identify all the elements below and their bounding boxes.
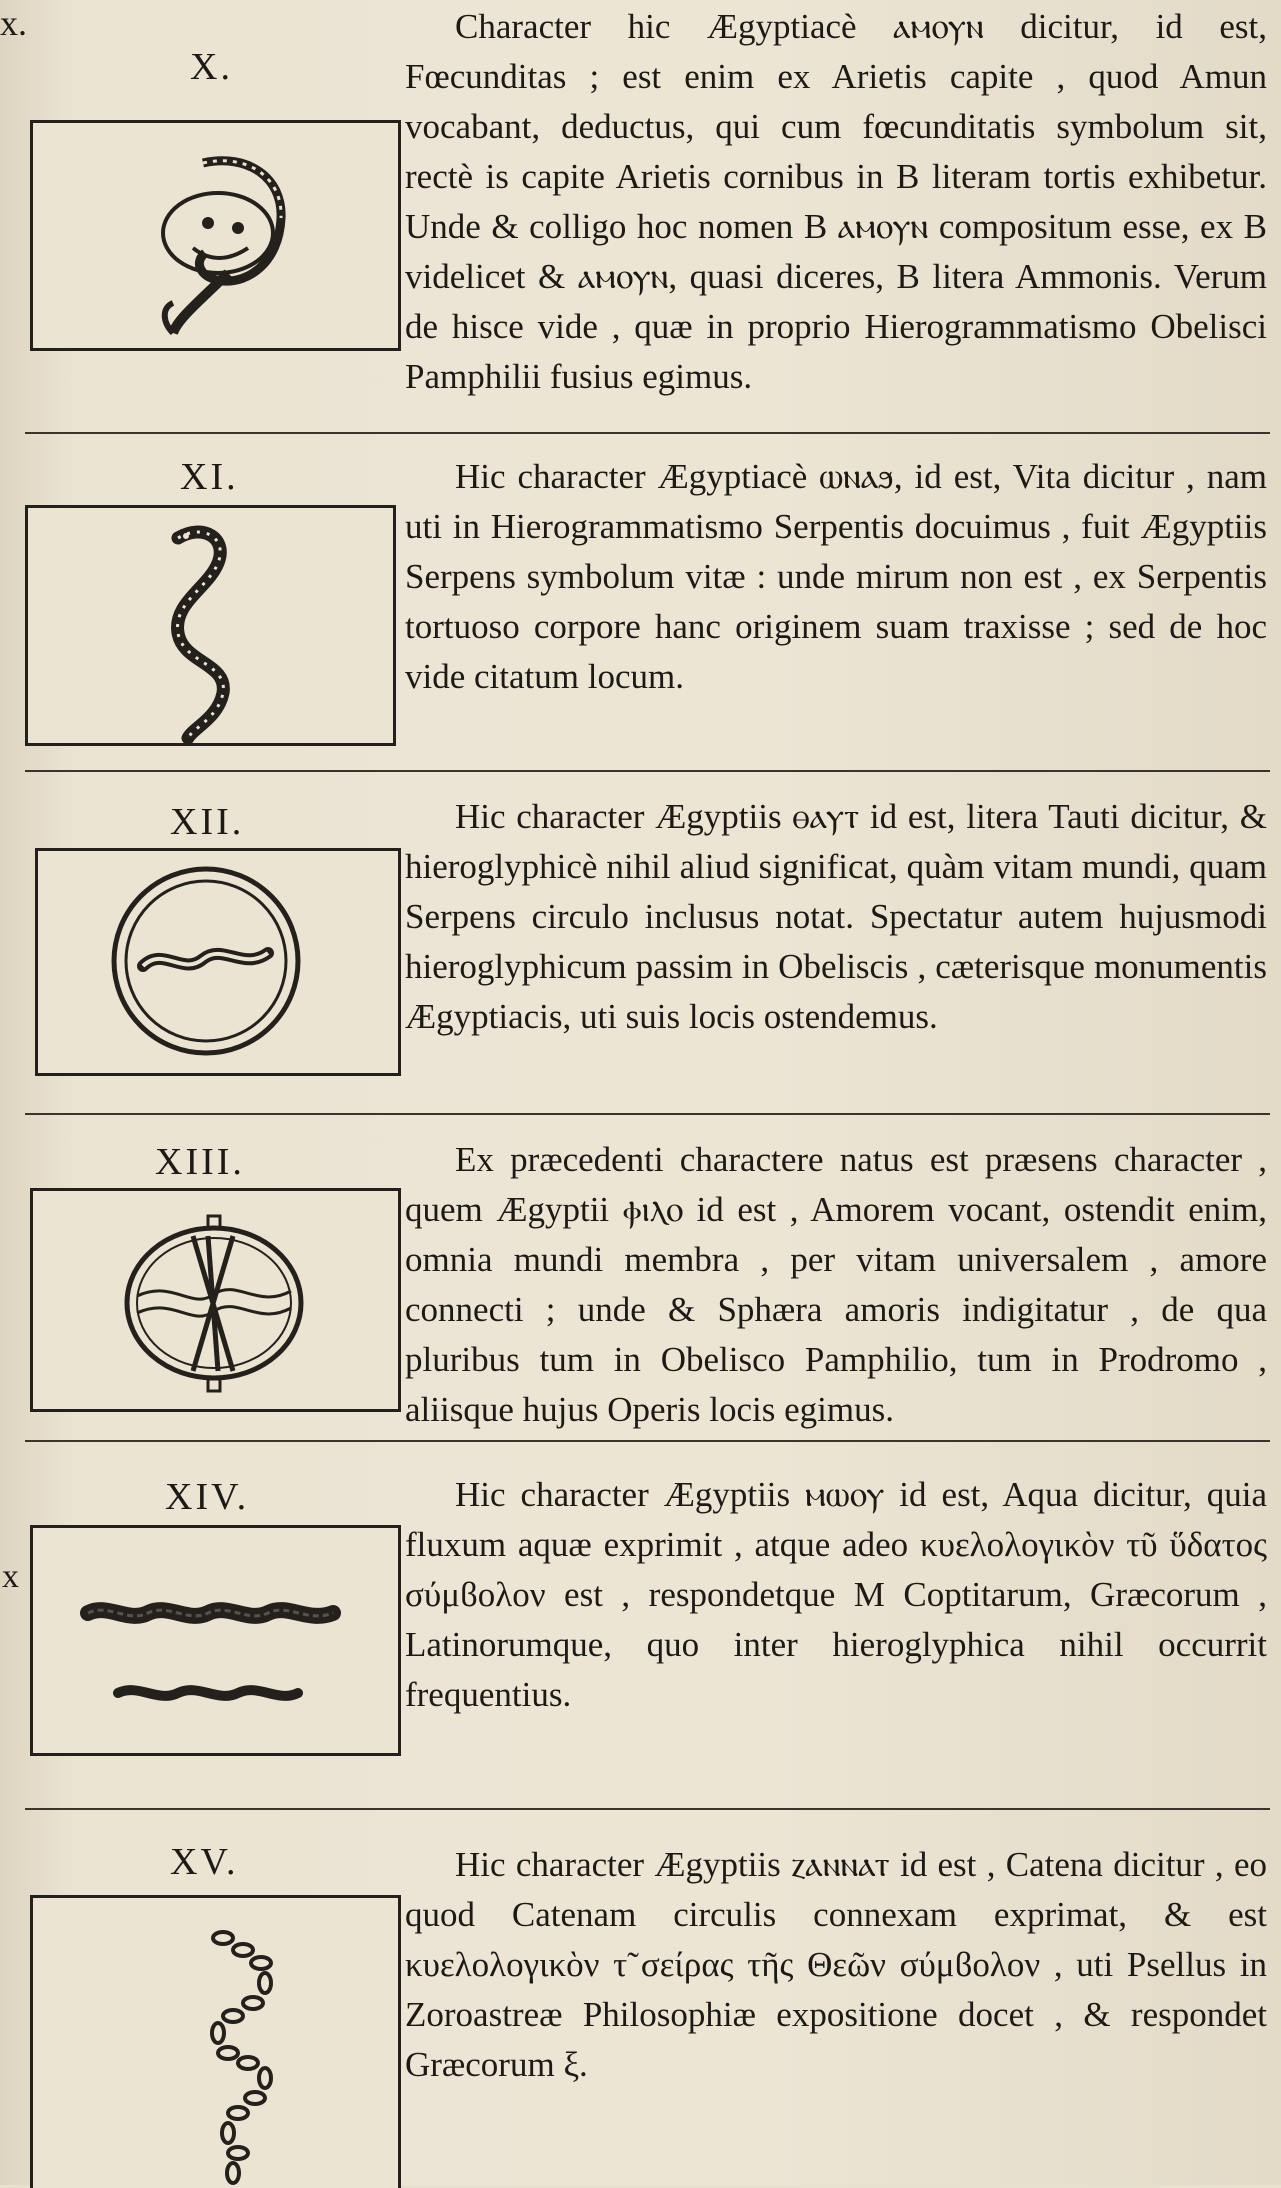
water-waves-icon: [33, 1528, 398, 1753]
entry-numeral: XI.: [180, 456, 239, 498]
entry-text: Hic character Ægyptiis ⲙⲱⲟⲩ id est, Aqua dicitur, quia fluxum aquæ exprimit , atque adeo κυελολογικὸν τῦ ὕδατος σύμϐολον est , respondetque M Coptitarum, Græcorum , Latinorumque, quo inter hieroglyphica nihil occurrit frequentius.: [405, 1475, 1267, 1714]
entry-numeral: X.: [190, 46, 233, 88]
entry-text: Hic character Ægyptiis ⲍⲁⲛⲛⲁⲧ id est , Catena dicitur , eo quod Catenam circulis connexam exprimat, & est κυελολογικὸν τ̃ σείρας τῆς Θεῶν σύμϐολον , uti Psellus in Zoroastreæ Philosophiæ expositione docet , & respondet Græcorum ξ.: [405, 1845, 1267, 2084]
entry-text: Hic character Ægyptiis ⲑⲁⲩⲧ id est, litera Tauti dicitur, & hieroglyphicè nihil aliud significat, quàm vitam mundi, quam Serpens circulo inclusus notat. Spectatur autem hujusmodi hieroglyphicum passim in Obeliscis , cæterisque monumentis Ægyptiacis, uti suis locis ostendemus.: [405, 797, 1267, 1036]
entry-numeral: XII.: [170, 801, 245, 843]
ram-head-icon: [33, 123, 398, 348]
divider-rule: [25, 1808, 1270, 1810]
entry-text: Hic character Ægyptiacè ⲱⲛⲁϧ, id est, Vita dicitur , nam uti in Hierogrammatismo Serpentis docuimus , fuit Ægyptiis Serpens symbolum vitæ : unde mirum non est , ex Serpentis tortuoso corpore hanc originem suam traxisse ; sed de hoc vide citatum locum.: [405, 457, 1267, 696]
divider-rule: [25, 1440, 1270, 1442]
entry-numeral: XV.: [170, 1841, 239, 1883]
chain-icon: [33, 1898, 398, 2188]
page-edge-mark: x.: [0, 3, 27, 43]
figure-box: [30, 1188, 401, 1412]
serpent-in-circle-icon: [38, 851, 398, 1073]
entry-text: Character hic Ægyptiacè ⲁⲙⲟⲩⲛ dicitur, id est, Fœcunditas ; est enim ex Arietis capite , quod Amun vocabant, deductus, qui cum fœcunditatis symbolum sit, rectè is capite Arietis cornibus in B literam tortis exhibetur. Unde & colligo hoc nomen B ⲁⲙⲟⲩⲛ compositum esse, ex B videlicet & ⲁⲙⲟⲩⲛ, quasi diceres, B litera Ammonis. Verum de hisce vide , quæ in proprio Hierogrammatismo Obelisci Pamphilii fusius egimus.: [405, 7, 1267, 396]
entry-numeral: XIV.: [165, 1476, 250, 1518]
figure-box: [30, 1525, 401, 1756]
figure-box: [35, 848, 401, 1076]
figure-box: [30, 120, 401, 351]
sphere-of-love-icon: [33, 1191, 398, 1409]
serpent-icon: [28, 508, 393, 743]
entry-text: Ex præcedenti charactere natus est præsens character , quem Ægyptii ⲫⲓⲗⲟ id est , Amorem vocant, ostendit enim, omnia mundi membra , per vitam universalem , amore connecti ; unde & Sphæra amoris indigitatur , de qua pluribus tum in Obelisco Pamphilio, tum in Prodromo , aliisque hujus Operis locis egimus.: [405, 1140, 1267, 1429]
figure-box: [30, 1895, 401, 2188]
divider-rule: [25, 1113, 1270, 1115]
divider-rule: [25, 770, 1270, 772]
entry-numeral: XIII.: [155, 1141, 245, 1183]
figure-box: [25, 505, 396, 746]
page-edge-mark-lower: x: [2, 1558, 19, 1595]
divider-rule: [25, 432, 1270, 434]
